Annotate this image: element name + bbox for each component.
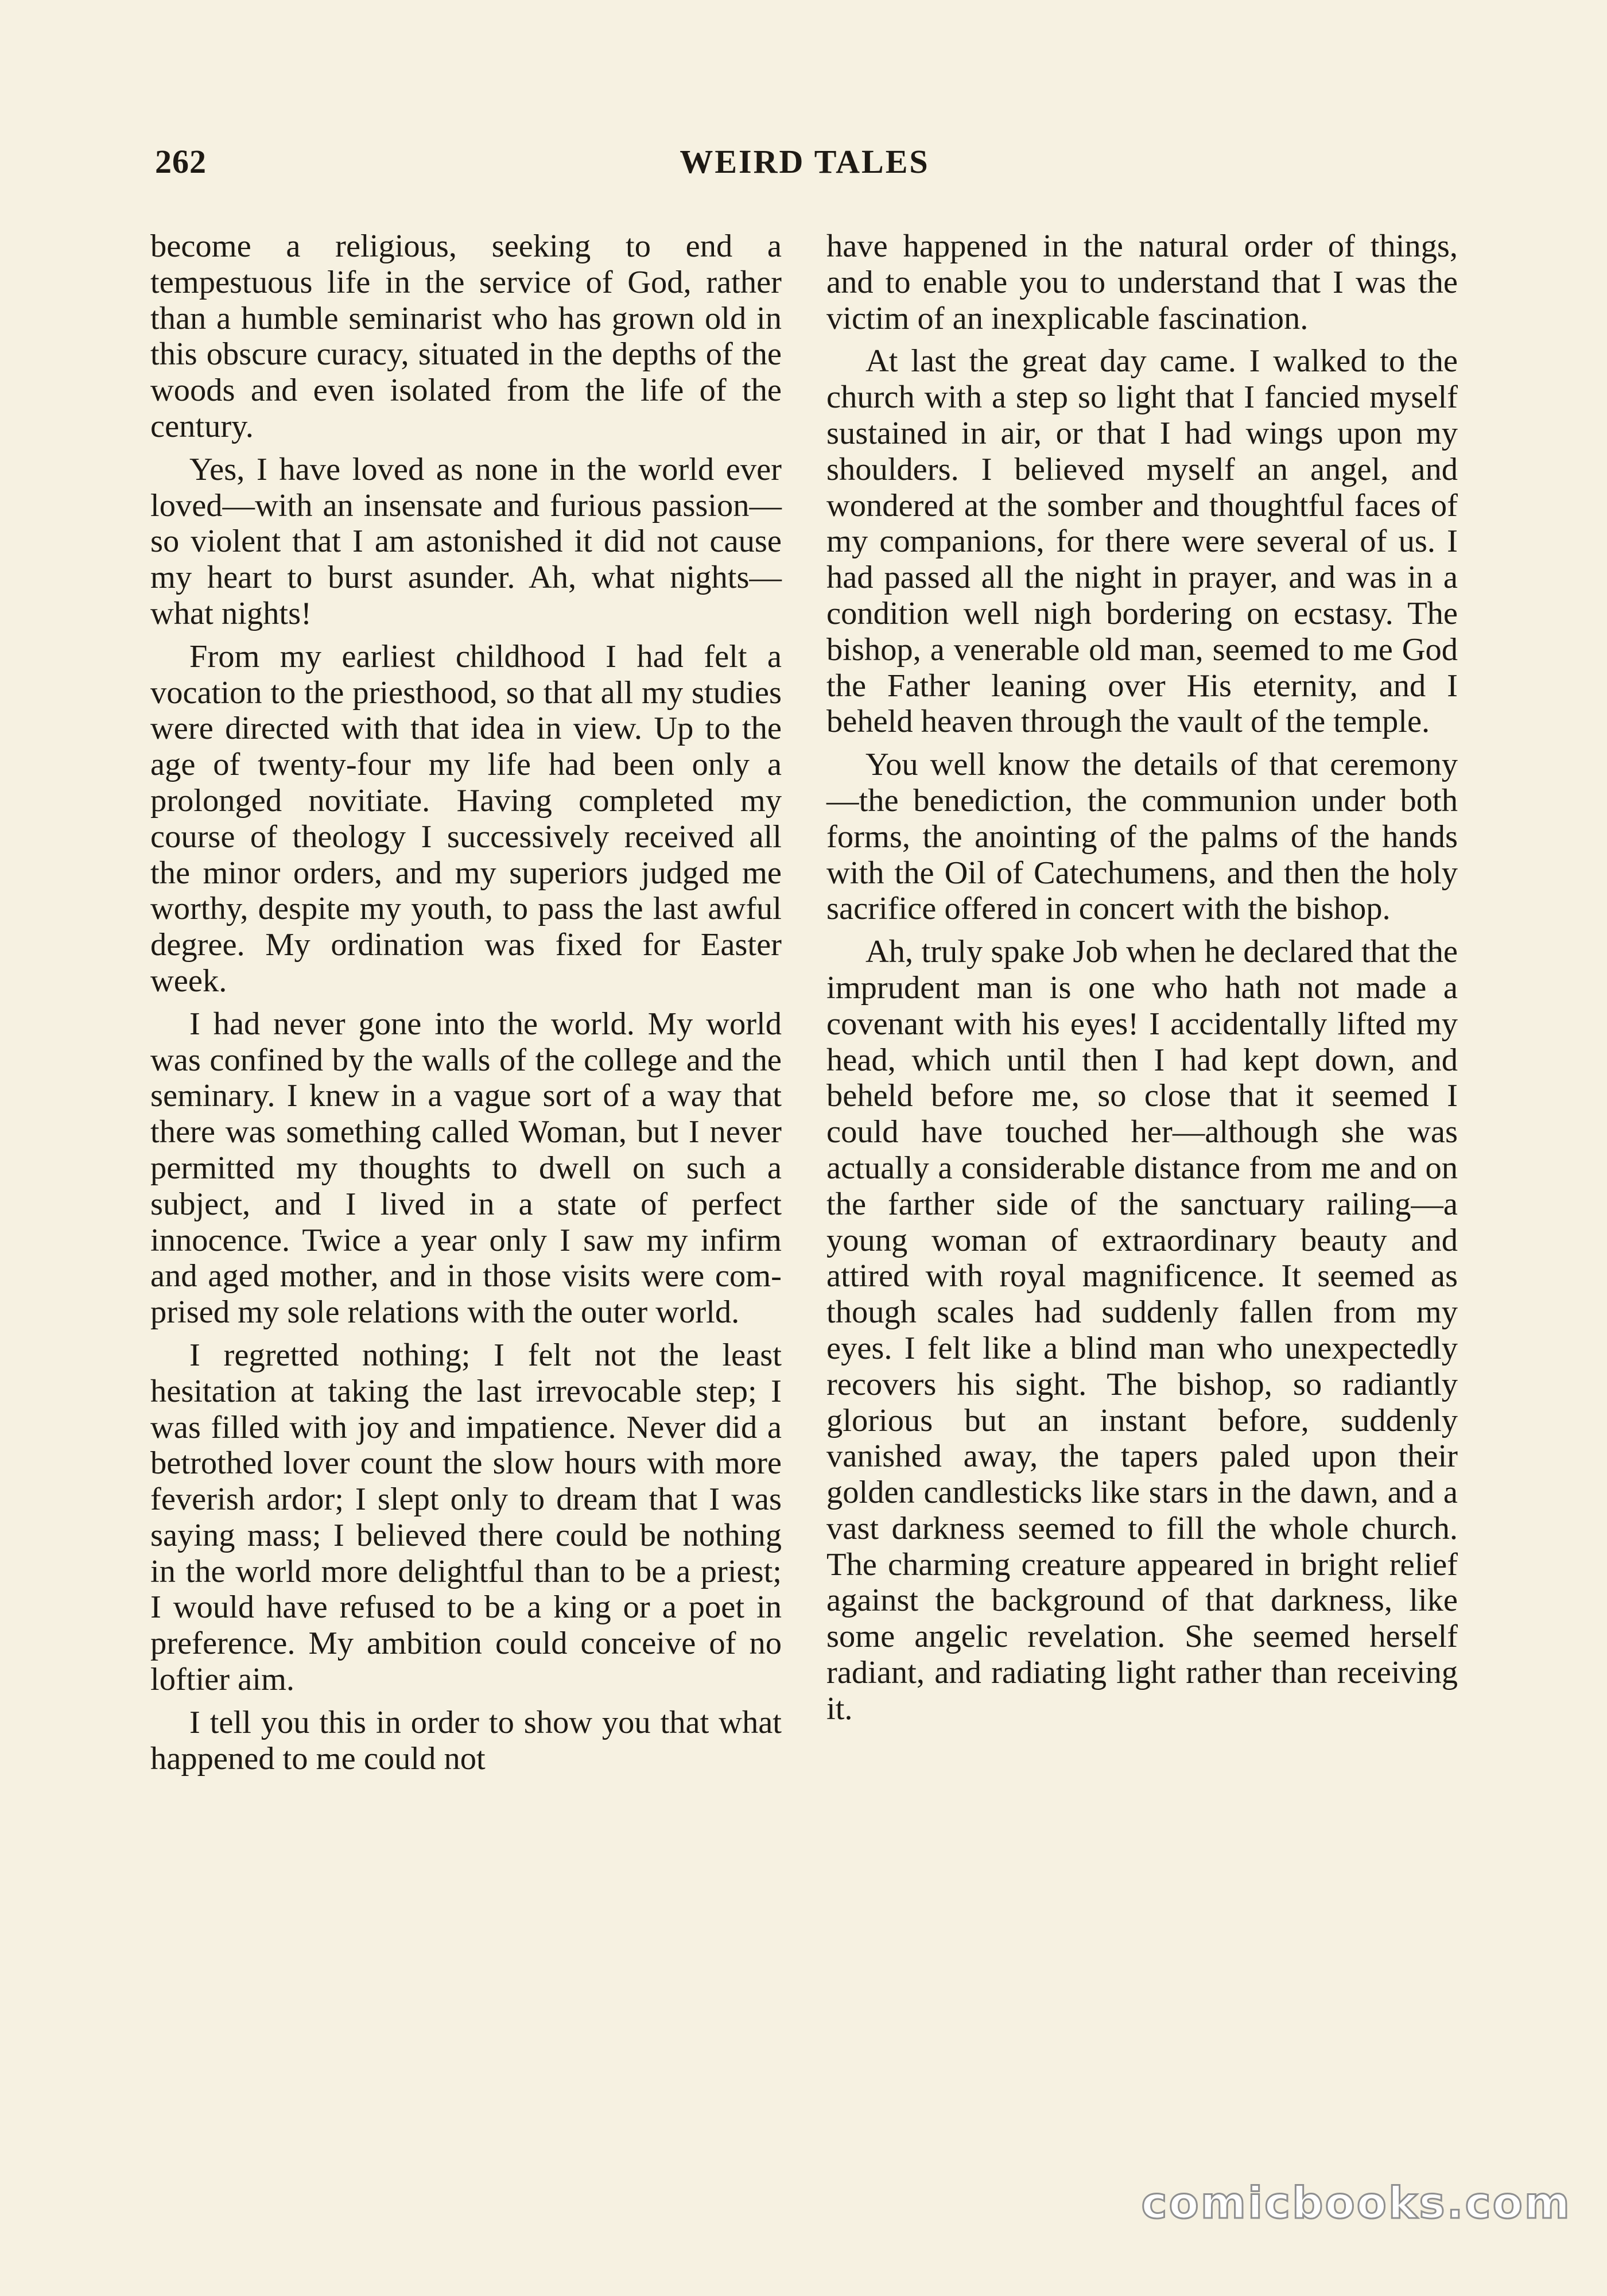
running-title: WEIRD TALES <box>680 143 930 180</box>
paragraph: become a religious, seeking to end a tempestuous life in the service of God, rather than a humble seminarist who has grown old in this obscure curacy, situated in the depths of the woods and even isolated from the life of the century. <box>150 228 782 444</box>
paragraph: I tell you this in order to show you that what happened to me could not <box>150 1704 782 1777</box>
page-header <box>150 142 1459 188</box>
paragraph: You well know the details of that ceremony—the benediction, the communion under both forms, the anointing of the palms of the hands with the Oil of Catechumens, and then the holy sacrifice offered in concert with the bishop. <box>826 747 1458 927</box>
paragraph: have happened in the natural order of things, and to enable you to understand that I was the victim of an inexplicable fascination. <box>826 228 1458 336</box>
paragraph: Ah, truly spake Job when he declared that the imprudent man is one who hath not made a covenant with his eyes! I accidentally lifted my head, which until then I had kept down, and beheld before me, so close that it seemed I could have touched her—although she was actually a considerable distance from me and on the farther side of the sanctuary railing—a young woman of extraordinary beauty and attired with royal magnificence. It seemed as though scales had suddenly fallen from my eyes. I felt like a blind man who unexpectedly recovers his sight. The bishop, so radiantly glorious but an instant before, suddenly vanished away, the tapers paled upon their golden candlesticks like stars in the dawn, and a vast darkness seemed to fill the whole church. The charming creature appeared in bright relief against the background of that darkness, like some angelic revelation. She seemed herself radiant, and radiating light rather than receiving it. <box>826 934 1458 1727</box>
paragraph: I had never gone into the world. My world was confined by the walls of the college and the seminary. I knew in a vague sort of a way that there was something called Woman, but I never permitted my thoughts to dwell on such a subject, and I lived in a state of perfect innocence. Twice a year only I saw my infirm and aged mother, and in those visits were comprised my sole relations with the outer world. <box>150 1006 782 1331</box>
paragraph: From my earliest childhood I had felt a vocation to the priesthood, so that all my studies were directed with that idea in view. Up to the age of twenty-four my life had been only a prolonged novitiate. Having completed my course of theology I successively received all the minor orders, and my superiors judged me worthy, despite my youth, to pass the last awful degree. My ordination was fixed for Easter week. <box>150 638 782 999</box>
watermark: comicbooks.com <box>1141 2177 1571 2228</box>
left-column <box>150 228 782 1783</box>
paragraph: I regretted nothing; I felt not the least hesitation at taking the last irrevocable step; I was filled with joy and impatience. Never did a betrothed lover count the slow hours with more feverish ardor; I slept only to dream that I was saying mass; I believed there could be nothing in the world more delightful than to be a priest; I would have refused to be a king or a poet in preference. My ambition could conceive of no loftier aim. <box>150 1337 782 1698</box>
paragraph: Yes, I have loved as none in the world ever loved—with an insensate and furious passion—so violent that I am astonished it did not cause my heart to burst asunder. Ah, what nights—what nights! <box>150 451 782 631</box>
right-column <box>826 228 1458 1734</box>
paragraph: At last the great day came. I walked to the church with a step so light that I fancied myself sustained in air, or that I had wings upon my shoulders. I believed myself an angel, and wondered at the somber and thoughtful faces of my companions, for there were several of us. I had passed all the night in prayer, and was in a condition well nigh bordering on ecstasy. The bishop, a venerable old man, seemed to me God the Father leaning over His eternity, and I beheld heaven through the vault of the temple. <box>826 343 1458 740</box>
page-number: 262 <box>155 143 207 180</box>
